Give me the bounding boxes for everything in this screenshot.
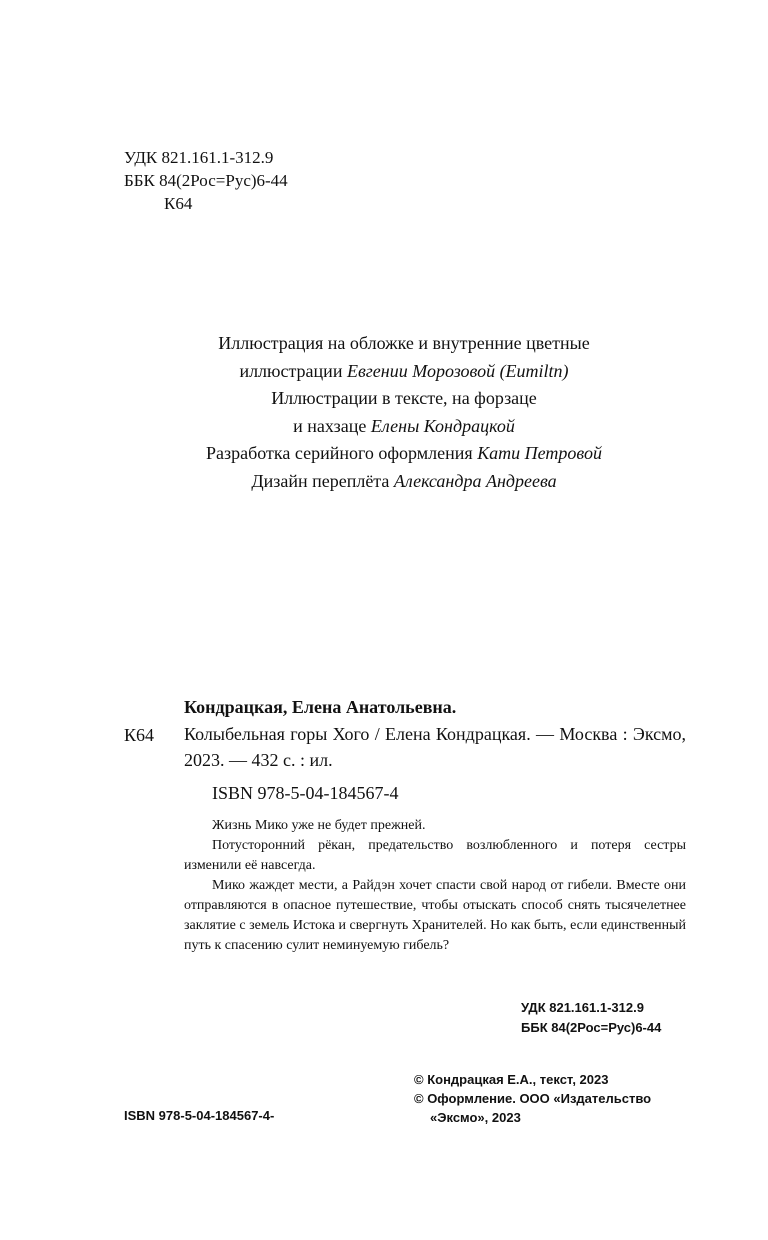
series-designer-name: Кати Петровой xyxy=(477,443,602,463)
copyright-block xyxy=(414,1070,651,1127)
annotation-paragraph: Потусторонний рёкан, предательство возлюбленного и потеря сестры изменили её навсегда. xyxy=(184,838,686,873)
book-annotation xyxy=(184,816,686,956)
isbn-bottom: ISBN 978-5-04-184567-4- xyxy=(124,1108,275,1123)
credit-line-5: Разработка серийного оформления Кати Петровой xyxy=(206,443,602,463)
top-classification-block xyxy=(124,146,288,215)
credit-line-6: Дизайн переплёта Александра Андреева xyxy=(251,470,557,491)
bottom-classification-block xyxy=(521,998,661,1038)
isbn-main: ISBN 978-5-04-184567-4 xyxy=(212,783,399,803)
annotation-paragraph: Мико жаждет мести, а Райдэн хочет спасти свой народ от гибели. Вместе они отправляются в опасное путешествие, чтобы отыскать способ снять тысячелетнее заклятие с земель Истока и свергнуть Хранителей. Но как быть, если единственный путь к спасению сулит неминуемую гибель? xyxy=(184,878,686,953)
bbk-code-bottom: ББК 84(2Рос=Рус)6-44 xyxy=(521,1020,662,1035)
illustrator-name: Евгении Морозовой (Eumiltn) xyxy=(346,360,569,381)
annotation-paragraph: Жизнь Мико уже не будет прежней. xyxy=(212,818,426,833)
udk-code-bottom: УДК 821.161.1-312.9 xyxy=(521,1000,644,1015)
credit-line-3: Иллюстрации в тексте, на форзаце xyxy=(271,388,537,408)
bbk-code: ББК 84(2Рос=Рус)6-44 xyxy=(124,171,288,190)
copyright-design: © Оформление. ООО «Издательство xyxy=(414,1091,652,1106)
copyright-design-cont: «Эксмо», 2023 xyxy=(430,1110,521,1125)
bibliographic-author: Кондрацкая, Елена Анатольевна. xyxy=(184,697,457,717)
udk-code: УДК 821.161.1-312.9 xyxy=(124,148,274,167)
copyright-text: © Кондрацкая Е.А., текст, 2023 xyxy=(414,1072,609,1087)
credit-line-4: и нахзаце Елены Кондрацкой xyxy=(293,415,515,436)
author-code: К64 xyxy=(164,194,193,213)
text-illustrator-name: Елены Кондрацкой xyxy=(370,415,515,436)
bibliographic-title-description: Колыбельная горы Хого / Елена Кондрацкая. — Москва : Эксмо, 2023. — 432 с. : ил. xyxy=(184,724,686,770)
illustration-credits xyxy=(100,330,708,495)
binding-designer-name: Александра Андреева xyxy=(393,470,557,491)
credit-line-2: иллюстрации Евгении Морозовой (Eumiltn) xyxy=(239,360,569,381)
bibliographic-author-code: К64 xyxy=(124,725,155,745)
credit-line-1: Иллюстрация на обложке и внутренние цветные xyxy=(218,333,590,353)
